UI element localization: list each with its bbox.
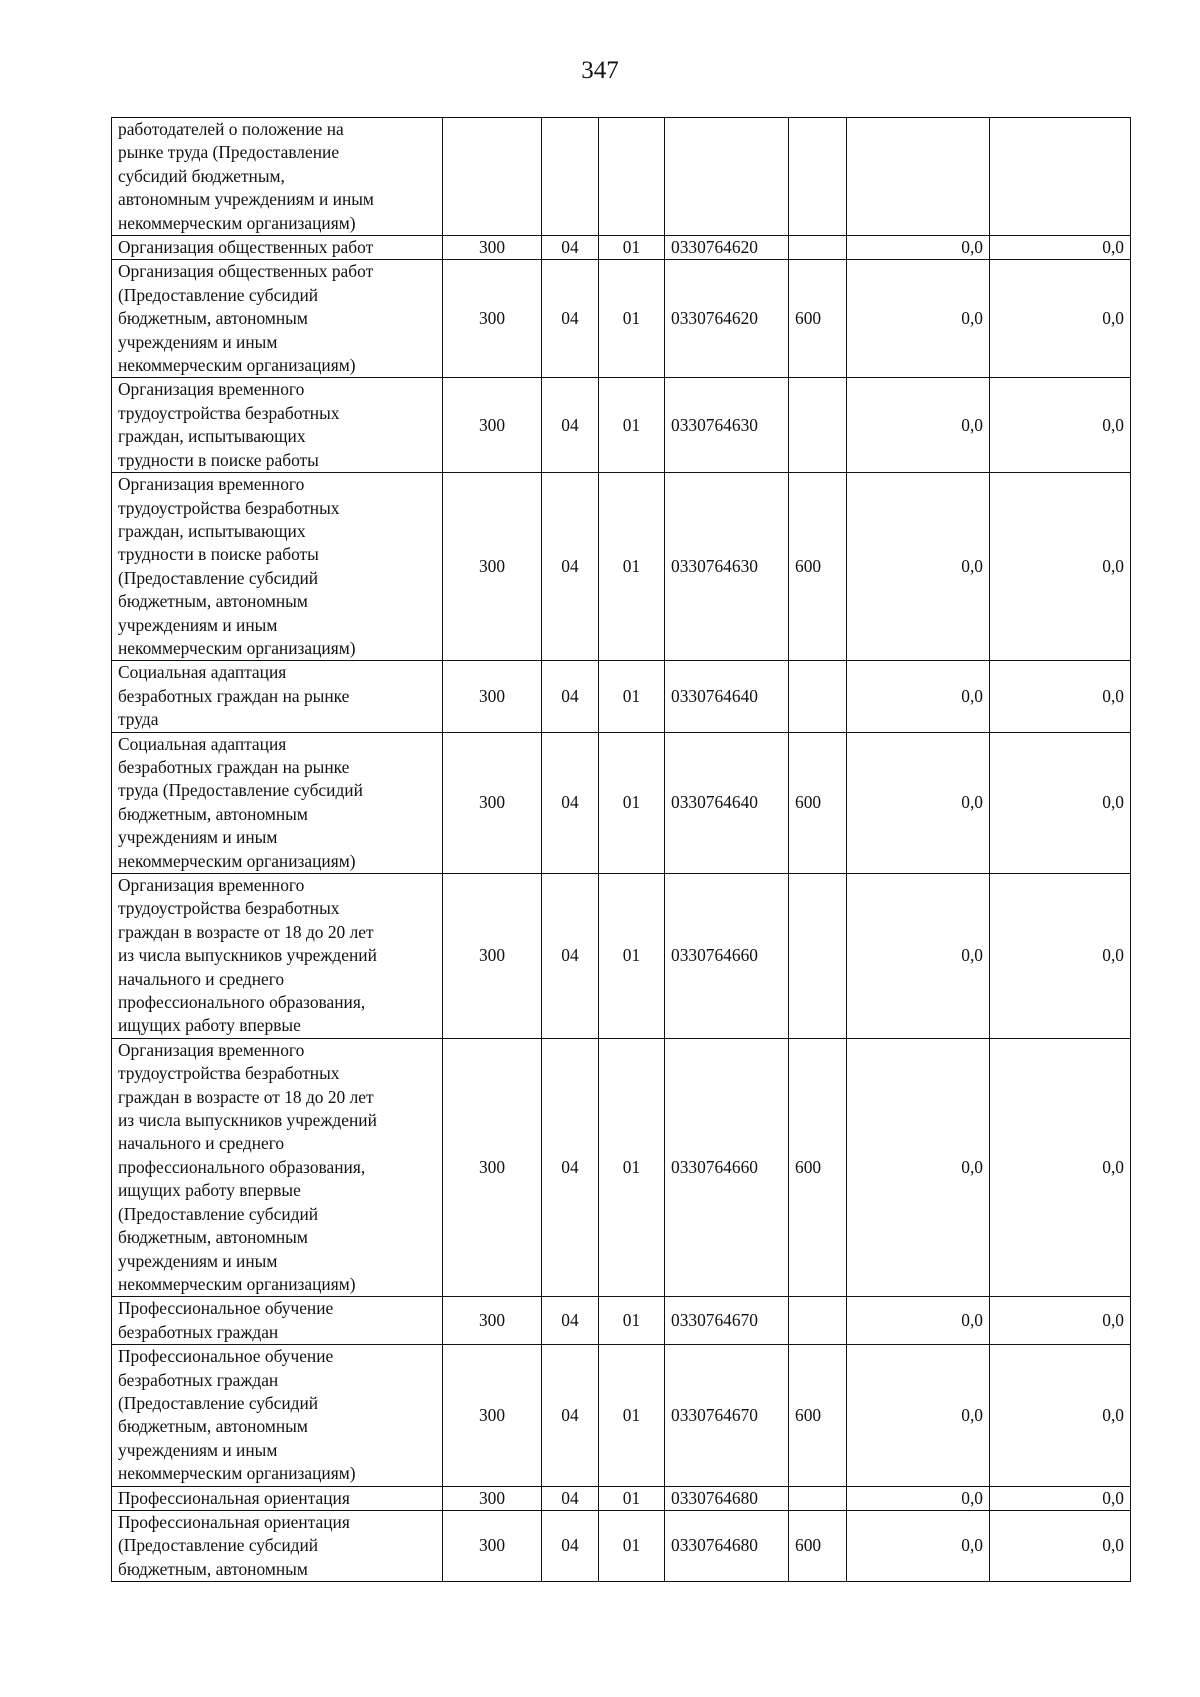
- item-name-cell: [112, 236, 443, 260]
- amount-cell-2: 0,0: [990, 236, 1131, 260]
- subsection-cell: 01: [599, 732, 665, 873]
- target-article-cell: 0330764660: [665, 874, 789, 1039]
- target-article-cell: 0330764680: [665, 1510, 789, 1581]
- item-name-cell: [112, 1297, 443, 1345]
- table-row: [112, 260, 1131, 378]
- item-name-line: ищущих работу впервые: [118, 1180, 301, 1201]
- table-row: [112, 732, 1131, 873]
- item-name-line: из числа выпускников учреждений: [118, 945, 377, 966]
- expense-type-cell: [789, 236, 847, 260]
- subsection-cell: 01: [599, 1038, 665, 1296]
- section-cell: 04: [542, 1486, 599, 1510]
- item-name-line: трудоустройства безработных: [118, 402, 340, 423]
- section-cell: [542, 118, 599, 236]
- item-name-line: учреждениям и иным: [118, 1439, 278, 1460]
- table-row: [112, 118, 1131, 236]
- ved-cell: 300: [443, 473, 542, 661]
- expense-type-cell: 600: [789, 1038, 847, 1296]
- ved-cell: 300: [443, 378, 542, 473]
- table-row: [112, 1345, 1131, 1486]
- amount-cell-1: 0,0: [847, 661, 990, 732]
- section-cell: 04: [542, 236, 599, 260]
- item-name-line: Организация временного: [118, 474, 305, 495]
- expense-type-cell: 600: [789, 473, 847, 661]
- expense-type-cell: [789, 1486, 847, 1510]
- item-name-line: бюджетным, автономным: [118, 1227, 308, 1248]
- amount-cell-2: 0,0: [990, 1297, 1131, 1345]
- item-name-line: учреждениям и иным: [118, 827, 278, 848]
- item-name-line: учреждениям и иным: [118, 1250, 278, 1271]
- ved-cell: 300: [443, 732, 542, 873]
- item-name-cell: [112, 1345, 443, 1486]
- subsection-cell: 01: [599, 661, 665, 732]
- table-row: [112, 473, 1131, 661]
- item-name-line: Социальная адаптация: [118, 662, 287, 683]
- item-name-line: Профессиональная ориентация: [118, 1487, 350, 1508]
- expense-type-cell: [789, 378, 847, 473]
- table-row: [112, 1297, 1131, 1345]
- amount-cell-1: 0,0: [847, 1486, 990, 1510]
- item-name-line: граждан в возрасте от 18 до 20 лет: [118, 921, 374, 942]
- item-name-line: работодателей о положение на: [118, 119, 344, 139]
- item-name-line: Организация общественных работ: [118, 237, 374, 258]
- amount-cell-1: 0,0: [847, 236, 990, 260]
- amount-cell-2: 0,0: [990, 1345, 1131, 1486]
- item-name-line: труда: [118, 709, 159, 730]
- item-name-line: профессионального образования,: [118, 992, 366, 1013]
- item-name-line: (Предоставление субсидий: [118, 1203, 319, 1224]
- section-cell: 04: [542, 1297, 599, 1345]
- item-name-line: начального и среднего: [118, 1133, 285, 1154]
- expense-type-cell: [789, 874, 847, 1039]
- item-name-line: ищущих работу впервые: [118, 1015, 301, 1036]
- ved-cell: 300: [443, 1510, 542, 1581]
- item-name-cell: [112, 1038, 443, 1296]
- item-name-line: трудоустройства безработных: [118, 898, 340, 919]
- amount-cell-1: 0,0: [847, 874, 990, 1039]
- expense-type-cell: [789, 1297, 847, 1345]
- ved-cell: 300: [443, 236, 542, 260]
- table-row: [112, 1038, 1131, 1296]
- item-name-line: трудности в поиске работы: [118, 544, 319, 565]
- table-row: [112, 874, 1131, 1039]
- subsection-cell: 01: [599, 1345, 665, 1486]
- subsection-cell: [599, 118, 665, 236]
- amount-cell-2: 0,0: [990, 1486, 1131, 1510]
- ved-cell: 300: [443, 1038, 542, 1296]
- item-name-cell: [112, 1510, 443, 1581]
- item-name-line: Организация временного: [118, 1039, 305, 1060]
- target-article-cell: 0330764620: [665, 236, 789, 260]
- item-name-line: Профессиональное обучение: [118, 1346, 334, 1367]
- target-article-cell: [665, 118, 789, 236]
- item-name-line: профессионального образования,: [118, 1156, 366, 1177]
- item-name-cell: [112, 661, 443, 732]
- table-row: [112, 1510, 1131, 1581]
- amount-cell-1: 0,0: [847, 378, 990, 473]
- item-name-line: Социальная адаптация: [118, 733, 287, 754]
- amount-cell-1: 0,0: [847, 1345, 990, 1486]
- amount-cell-2: 0,0: [990, 1510, 1131, 1581]
- item-name-line: автономным учреждениям и иным: [118, 189, 374, 210]
- item-name-line: (Предоставление субсидий: [118, 1535, 319, 1556]
- item-name-line: учреждениям и иным: [118, 614, 278, 635]
- subsection-cell: 01: [599, 1297, 665, 1345]
- item-name-line: безработных граждан на рынке: [118, 685, 350, 706]
- expense-type-cell: [789, 661, 847, 732]
- item-name-line: трудоустройства безработных: [118, 1063, 340, 1084]
- item-name-line: из числа выпускников учреждений: [118, 1110, 377, 1131]
- target-article-cell: 0330764640: [665, 661, 789, 732]
- section-cell: 04: [542, 661, 599, 732]
- ved-cell: 300: [443, 1345, 542, 1486]
- subsection-cell: 01: [599, 260, 665, 378]
- item-name-line: граждан, испытывающих: [118, 520, 306, 541]
- item-name-cell: [112, 1486, 443, 1510]
- amount-cell-2: 0,0: [990, 1038, 1131, 1296]
- amount-cell-2: [990, 118, 1131, 236]
- amount-cell-2: 0,0: [990, 473, 1131, 661]
- amount-cell-1: 0,0: [847, 473, 990, 661]
- section-cell: 04: [542, 732, 599, 873]
- target-article-cell: 0330764670: [665, 1345, 789, 1486]
- expense-type-cell: [789, 118, 847, 236]
- ved-cell: 300: [443, 1297, 542, 1345]
- budget-table: [111, 117, 1131, 1582]
- ved-cell: 300: [443, 260, 542, 378]
- table-row: [112, 661, 1131, 732]
- item-name-line: субсидий бюджетным,: [118, 165, 285, 186]
- ved-cell: 300: [443, 874, 542, 1039]
- item-name-line: (Предоставление субсидий: [118, 284, 319, 305]
- amount-cell-2: 0,0: [990, 732, 1131, 873]
- ved-cell: 300: [443, 661, 542, 732]
- amount-cell-1: 0,0: [847, 260, 990, 378]
- expense-type-cell: 600: [789, 1510, 847, 1581]
- amount-cell-2: 0,0: [990, 260, 1131, 378]
- table-row: [112, 236, 1131, 260]
- target-article-cell: 0330764680: [665, 1486, 789, 1510]
- item-name-line: Профессиональная ориентация: [118, 1511, 350, 1532]
- item-name-line: Организация временного: [118, 379, 305, 400]
- item-name-line: бюджетным, автономным: [118, 1558, 308, 1579]
- item-name-line: бюджетным, автономным: [118, 591, 308, 612]
- item-name-cell: [112, 260, 443, 378]
- item-name-line: начального и среднего: [118, 968, 285, 989]
- item-name-line: некоммерческим организациям): [118, 212, 356, 233]
- item-name-cell: [112, 118, 443, 236]
- item-name-line: учреждениям и иным: [118, 331, 278, 352]
- item-name-line: трудности в поиске работы: [118, 449, 319, 470]
- section-cell: 04: [542, 1038, 599, 1296]
- page-number: 347: [581, 57, 619, 84]
- amount-cell-2: 0,0: [990, 874, 1131, 1039]
- subsection-cell: 01: [599, 378, 665, 473]
- item-name-line: некоммерческим организациям): [118, 1463, 356, 1484]
- subsection-cell: 01: [599, 1510, 665, 1581]
- section-cell: 04: [542, 874, 599, 1039]
- subsection-cell: 01: [599, 1486, 665, 1510]
- section-cell: 04: [542, 1345, 599, 1486]
- section-cell: 04: [542, 1510, 599, 1581]
- item-name-line: Организация временного: [118, 875, 305, 895]
- item-name-line: безработных граждан: [118, 1369, 279, 1390]
- item-name-line: труда (Предоставление субсидий: [118, 780, 363, 801]
- target-article-cell: 0330764660: [665, 1038, 789, 1296]
- item-name-line: трудоустройства безработных: [118, 497, 340, 518]
- item-name-line: Организация общественных работ: [118, 261, 374, 282]
- item-name-line: Профессиональное обучение: [118, 1298, 334, 1319]
- expense-type-cell: 600: [789, 1345, 847, 1486]
- target-article-cell: 0330764640: [665, 732, 789, 873]
- item-name-line: бюджетным, автономным: [118, 803, 308, 824]
- amount-cell-2: 0,0: [990, 378, 1131, 473]
- item-name-line: граждан в возрасте от 18 до 20 лет: [118, 1086, 374, 1107]
- section-cell: 04: [542, 378, 599, 473]
- item-name-line: рынке труда (Предоставление: [118, 142, 340, 163]
- item-name-line: граждан, испытывающих: [118, 426, 306, 447]
- amount-cell-1: 0,0: [847, 732, 990, 873]
- table-row: [112, 378, 1131, 473]
- expense-type-cell: 600: [789, 732, 847, 873]
- item-name-line: (Предоставление субсидий: [118, 1392, 319, 1413]
- target-article-cell: 0330764670: [665, 1297, 789, 1345]
- subsection-cell: 01: [599, 473, 665, 661]
- item-name-line: бюджетным, автономным: [118, 308, 308, 329]
- item-name-cell: [112, 473, 443, 661]
- section-cell: 04: [542, 473, 599, 661]
- subsection-cell: 01: [599, 236, 665, 260]
- table-row: [112, 1486, 1131, 1510]
- ved-cell: 300: [443, 1486, 542, 1510]
- item-name-cell: [112, 874, 443, 1039]
- amount-cell-1: [847, 118, 990, 236]
- item-name-cell: [112, 732, 443, 873]
- amount-cell-2: 0,0: [990, 661, 1131, 732]
- item-name-line: бюджетным, автономным: [118, 1416, 308, 1437]
- ved-cell: [443, 118, 542, 236]
- item-name-line: безработных граждан: [118, 1321, 279, 1342]
- target-article-cell: 0330764630: [665, 378, 789, 473]
- item-name-line: безработных граждан на рынке: [118, 756, 350, 777]
- table-body: [112, 118, 1131, 1582]
- item-name-line: (Предоставление субсидий: [118, 567, 319, 588]
- amount-cell-1: 0,0: [847, 1297, 990, 1345]
- target-article-cell: 0330764630: [665, 473, 789, 661]
- section-cell: 04: [542, 260, 599, 378]
- target-article-cell: 0330764620: [665, 260, 789, 378]
- item-name-line: некоммерческим организациям): [118, 355, 356, 376]
- item-name-line: некоммерческим организациям): [118, 850, 356, 871]
- amount-cell-1: 0,0: [847, 1510, 990, 1581]
- item-name-cell: [112, 378, 443, 473]
- subsection-cell: 01: [599, 874, 665, 1039]
- item-name-line: некоммерческим организациям): [118, 637, 356, 658]
- amount-cell-1: 0,0: [847, 1038, 990, 1296]
- item-name-line: некоммерческим организациям): [118, 1273, 356, 1294]
- expense-type-cell: 600: [789, 260, 847, 378]
